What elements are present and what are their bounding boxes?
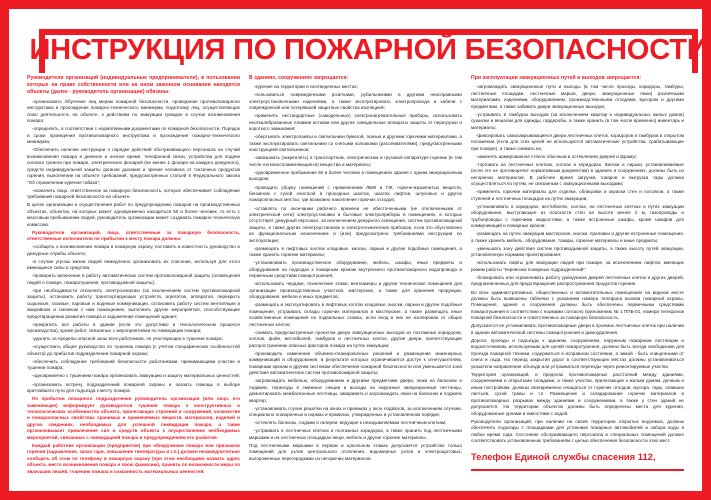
left-paragraph-2: -прекратить все работы в здании (если это допустимо в технологическом процессе производства), кроме работ, связанных с мероприятиями по ликвидации пожара; [27,321,240,334]
left-paragraph-2: -проверить включение в работу автоматических систем противопожарной защиты (оповещения людей о пожаре, пожаротушения, противодымной защиты); [27,273,240,285]
left-paragraph-2: -осуществить общее руководство по тушению пожара (с учетом специфических особенностей объекта) до прибытия подразделения пожарной охраны; [27,344,240,356]
middle-paragraph: -устанавливать производственное оборудование, мебель, шкафы, иные предметы и оборудование на подходах к пожарным кранам внутреннего противопожарного водопровода и первичным средствам пожаротушения; [249,260,462,279]
right-paragraph: -уменьшать зону действия систем противодымной защиты, а также высоту путей эвакуации, установленную нормами проектирования; [471,245,684,258]
middle-column-heading: В зданиях, сооружениях запрещается: [249,75,349,81]
content-columns [27,75,684,473]
right-paragraph: -использовать лифты для эвакуации людей при пожаре, за исключением лифтов, имеющих режим работы "перевозка пожарных подразделений"; [471,260,684,272]
middle-paragraph: -размещать и эксплуатировать в лифтовых холлах кладовые, киоски, ларьки и другие подобные помещения, устраивать склады горючих материалов и мастерские, а также размещать иные хозяйственные помещения на подвальных этажах, если вход в них не изолирован от общих лестничных клеток; [249,302,462,327]
left-paragraph-2: -организовать встречу подразделений пожарной охраны и оказать помощь в выборе кратчайшего пути для подъезда к месту пожара. [27,381,240,393]
middle-paragraph: Под лестничными маршами в первом и цокольном этажах допускается устройство только помещений для узлов центрального отопления, водомерных узлов и электрощитовых, выгороженных перегородками из негорючих материалов. [249,443,462,461]
poster-inner-background [13,13,708,487]
middle-paragraph: -применять нестандартные (самодельные) электронагревательные приборы, использовать неоткалиброванные плавкие вставки или другие самодельные аппараты защиты от перегрузки и короткого замыкания; [249,113,462,132]
page-title: ИНСТРУКЦИЯ ПО ПОЖАРНОЙ БЕЗОПАСНОСТИ [29,33,708,66]
left-paragraph-2: -сообщить о возникновении пожара в пожарную охрану, поставить в известность руководство и дежурные службы объекта; [27,244,240,256]
right-paragraph: Территория организаций, в пределах противопожарных расстояний между зданиями, сооружениями и открытыми складами, а также участки, прилегающие к жилым домам, дачным и иным постройкам, должны своевременно очищаться от горючих отходов, мусора, тары, опавших листьев, сухой травы и т.п. Размещение и складирование горючих материалов в противопожарных разрывах между зданиями и сооружениями, а также у стен зданий не допускается. На территории объектов должны быть определены места для курения, оборудованные урнами и емкостями с водой. [471,371,684,416]
left-paragraph: В целях организации и осуществления работ по предупреждению пожаров на производственных объектах, объектах, на которых может одновременно находиться 50 и более человек, то есть с массовым пребыванием людей, руководитель организации может создавать пожарно-техническую комиссию. [27,202,240,227]
left-paragraph: -определить, в соответствии с нормативными документами по пожарной безопасности, Порядок и сроки проведения противопожарного инструктажа и прохождения пожарно-технического минимума; [27,126,240,145]
left-column-heading: Руководители организаций (индивидуальные предприниматели), в пользовании которых на праве собственности или на ином законном основании находятся объекты (далее - руководитель организации) обязаны: [27,75,240,96]
left-red-heading-2: По прибытии пожарного подразделения руководитель организации (или лицо, его заменяющее) информирует руководителя тушения пожара о конструктивных и технологических особенностях объекта, прилегающих строений и сооружений, количестве и пожароопасных свойствах хранимых и применяемых веществ, материалов, изделий и других сведениях, необходимых для успешной ликвидации пожара, а также организовывает привлечение сил и средств объекта к осуществлению необходимых мероприятий, связанных с ликвидацией пожара и предупреждением его развития. [27,396,240,440]
right-paragraph: -устанавливать в коридорах, вестибюлях, холлах, на лестничных клетках и путях эвакуации оборудование, выступающее из плоскости стен на высоте менее 2 м, газопроводы и трубопроводы с горючими жидкостями, а также встроенные шкафы, кроме шкафов для коммуникаций и пожарных кранов; [471,203,684,229]
left-paragraph-2: -обеспечить соблюдение требований безопасности работниками, принимающими участие в тушении пожара; [27,358,240,371]
left-paragraph-2: -удалить за пределы опасной зоны всех работников, не участвующих в тушении пожара; [32,336,223,342]
middle-paragraph: -устанавливать глухие решетки на окнах и приямках у окон подвалов, за исключением случаев, специально оговоренных в нормах и правилах, утвержденных в установленном порядке; [249,405,462,418]
middle-paragraph: -курение на территории в неотведенных местах; [254,84,358,90]
left-paragraph: -Обеспечить наличие инструкции о порядке действий обслуживающего персонала на случай возникновения пожара в дневное и ночное время, телефонной связи, устройства для подачи сигнала тревоги при пожаре, электрических фонарей (не менее 1 фонаря на каждого дежурного), средств индивидуальной защиты органов дыхания и зрения человека от токсичных продуктов горения, выполнение на объекте требований, предусмотренных статьей 6 Федерального закона "Об ограничении курения табака"; [27,147,240,185]
right-paragraph: -фиксировать самозакрывающиеся двери лестничных клеток, коридоров и тамбуров в открытом положении (если для этих целей не используются автоматические устройства, срабатывающие при пожаре), а также снимать их; [471,132,684,151]
right-paragraph: -торговать на лестничных клетках, холлах и коридорах. Киоски и ларьки, устанавливаемые (если это не противоречит нормативным документам) в зданиях и сооружениях, должны быть из негорючих материалов. В рабочее время загрузка товаров и выгрузка тары должна осуществляться по путям, не связанным с эвакуационными выходами; [471,161,684,187]
left-column [27,75,240,473]
emergency-phone-underline [471,469,684,471]
right-paragraph: -устраивать в тамбурах выходов (за исключением квартир и индивидуальных жилых домов) сушилки и вешалки для одежды, гардеробы, а также хранить (в том числе временно) инвентарь и материалы; [471,111,684,130]
right-paragraph: Дороги, проезды и подъезды к зданиям, сооружениям, наружным пожарным лестницам и водоисточникам, используемым для целей пожаротушения, должны быть всегда свободными для проезда пожарной техники, содержаться в исправном состоянии, а зимой - быть очищенными от снега и льда. На период закрытия дорог в соответствующих местах должны устанавливаться указатели направления объезда или устраиваться переезды через ремонтируемые участки. [471,338,684,369]
right-paragraph: -загромождать эвакуационные пути и выходы (в том числе проходы, коридоры, тамбуры, лестничные площадки, лестничные марши, двери, эвакуационные люки) различными материалами, изделиями, оборудованием, производственными отходами, мусором и другими предметами, а также забивать двери эвакуационных выходов; [471,84,684,109]
left-paragraph-2: -в случае угрозы жизни людей немедленно организовать их спасение, используя для этого имеющиеся силы и средства; [27,258,240,271]
middle-column [249,75,462,473]
middle-paragraph: -обертывать электролампы и светильники бумагой, тканью и другими горючими материалами, а также эксплуатировать светильники со снятыми колпаками (рассеивателями), предусмотренными конструкцией светильников; [249,134,462,153]
middle-paragraph: -снимать предусмотренные проектом двери эвакуационных выходов из поэтажных коридоров, холлов, фойе, вестибюлей, тамбуров и лестничных клеток, другие двери, препятствующие распространению опасных факторов пожара на путях эвакуации; [249,329,462,348]
left-red-heading-1: Руководители организаций, лица, ответственные за пожарную безопасность, ответственные исполнители по прибытии к месту пожара должны: [27,229,240,242]
right-column-heading: При эксплуатации эвакуационных путей и выходов запрещается: [471,75,642,81]
right-paragraph: -блокировать или ограничивать работу доводчиков дверей лестничных клеток и других дверей, предназначенных для предотвращения распространения продуктов горения. [471,275,684,287]
middle-paragraph: -пользоваться поврежденными розетками, рубильниками и другими неисправными электроустановочными изделиями, а также эксплуатировать электропровода и кабели с поврежденной или потерявшей защитные свойства изоляцией; [249,92,462,111]
right-paragraph: Во всех административных, общественных и вспомогательных помещениях на видном месте должны быть вывешены таблички с указанием номера телефона вызова пожарной охраны. Помещения, здания и сооружения должны быть обеспечены первичными средствами пожаротушения в соответствии с нормами согласно приложению № 1 ППБ-01, номера телефонов пожарной безопасности и ответственных за пожарную безопасность. [471,289,684,321]
middle-paragraph: -проводить уборку помещений с применением ЛВЖ и ГЖ, горюче-взрывчатых веществ, бензином с сухой очисткой в проходных шахтах, шахтах лифтов, шлуховых и других пожароопасных местах, где возможно накопление горючих отходов; [249,184,462,203]
right-paragraph: Допускается не устанавливать противопожарные двери в проемах лестничных клеток при наличии в здании автоматической системы пожаротушения и дымоудаления. [471,323,684,335]
left-paragraph: -назначить лицо, ответственное за пожарную безопасность, которое обеспечивает соблюдение требований пожарной безопасности на объекте. [27,187,240,200]
middle-paragraph: -устраивать в лестничных клетках и поэтажных коридорах, а также хранить под лестничными маршами и на лестничных площадках вещи, мебель и другие горючие материалы. [249,428,462,440]
middle-paragraph: -одновременное пребывание 50 и более человек в помещениях здания с одним эвакуационным выходом; [249,170,462,182]
right-paragraph: -применять горючие материалы для отделки, облицовки и окраски стен и потолков, а также ступеней и лестничных площадок на путях эвакуации; [471,189,684,201]
left-red-heading-3: Каждый работник организации (предприятия) при обнаружении пожара или признаков горения (задымление, запах гари, повышение температуры и т.п.) должен незамедлительно сообщить об этом по телефону в пожарную охрану (при этом необходимо назвать адрес объекта, место возникновения пожара и свою фамилию), принять по возможности меры по эвакуации людей, тушению пожара и сохранность материальных ценностей. [27,442,240,473]
middle-paragraph: -завязывать (закреплять) в транспортном, электрическом и грузовой аппаратуре горение (в том числе легковоспламеняющиеся) вещества и материалы; [249,155,462,167]
middle-paragraph: -загромождать мебелью, оборудованием и другими предметами двери, люки на балконах и лоджиях, переходы в смежные секции и выходы на наружные эвакуационные лестницы, демонтировать межбалконные лестницы, заваривать и загромождать люки на балконах и лоджиях квартир; [249,378,462,403]
right-column [471,75,684,473]
middle-paragraph: -производить изменение объемно-планировочных решений и размещение инженерных коммуникаций и оборудования, в результате которых ограничивается доступ к огнетушителям, пожарным кранам и другим системам обеспечения пожарной безопасности или уменьшается зона действия автоматических систем противопожарной защиты; [249,350,462,376]
middle-paragraph: -оставлять по окончании рабочего времени не обесточенными (не отключенными от электрической сети) электроустановки и бытовые электроприборы в помещениях, в которых отсутствует дежурный персонал, за исключением дежурного освещения, систем противопожарной защиты, а также других электроустановок и электротехнических приборов, если это обусловлено их функциональным назначением и (или) предусмотрено требованиями инструкции по эксплуатации; [249,205,462,243]
left-paragraph-2: -одновременно с тушением пожара организовать эвакуацию и защиту материальных ценностей; [32,373,240,379]
middle-paragraph: -использовать чердаки, технические этажи, венткамеры и другие технические помещения для организации производственных участков, мастерских, а также для хранения продукции, оборудования, мебели и иных предметов; [249,281,462,300]
middle-paragraph: -остеклять балконы, лоджии и галереи, ведущие к незадымляемым лестничным клеткам; [254,420,447,426]
left-paragraph-2: -при необходимости отключить электроэнергию (за исключением систем противопожарной защиты), остановить работу транспортирующих устройств, агрегатов, аппаратов, перекрыть сырьевые, газовые, паровые и водяные коммуникации, остановить работу систем вентиляции в аварийном и смежном с ним помещениях, выполнить другие мероприятия, способствующие предотвращению развития пожара и задымления помещений здания; [27,287,240,319]
left-paragraph: -организовать Обучение лиц мерам пожарной безопасности, проведение противопожарного инструктажа и прохождение пожарно-технического минимума, подготовку лиц, осуществляющих свою деятельность на объекте, к действиям по эвакуации граждан в случае возникновения пожара; [27,98,240,124]
emergency-phone-text: Телефон Единой службы спасения 112, [471,450,656,462]
middle-paragraph: -размещать в лифтовых холлах кладовые, киоски, ларьки и другие подобные помещения, а также хранить горючие материалы; [249,245,462,258]
right-paragraph: Руководители организаций, при наличии на своей территории открытых водоемов, должны обеспечить подъезды с площадками для установки пожарных автомобилей и забора воды в любое время года. Состояние обслуживающего персонала и специальных помещений должно соответствовать установленным требованиям с целью обеспечения безопасности этих мест. [471,418,684,444]
right-paragraph: -размещать на путях эвакуации мастерские, киоски, прилавки и другие встроенные помещения, а также хранить мебель, оборудование, товары, горючие материалы и иные предметы; [471,231,684,243]
right-paragraph: -заменять армированное стекло обычным в остеклениях дверей и фрамуг; [476,153,638,159]
